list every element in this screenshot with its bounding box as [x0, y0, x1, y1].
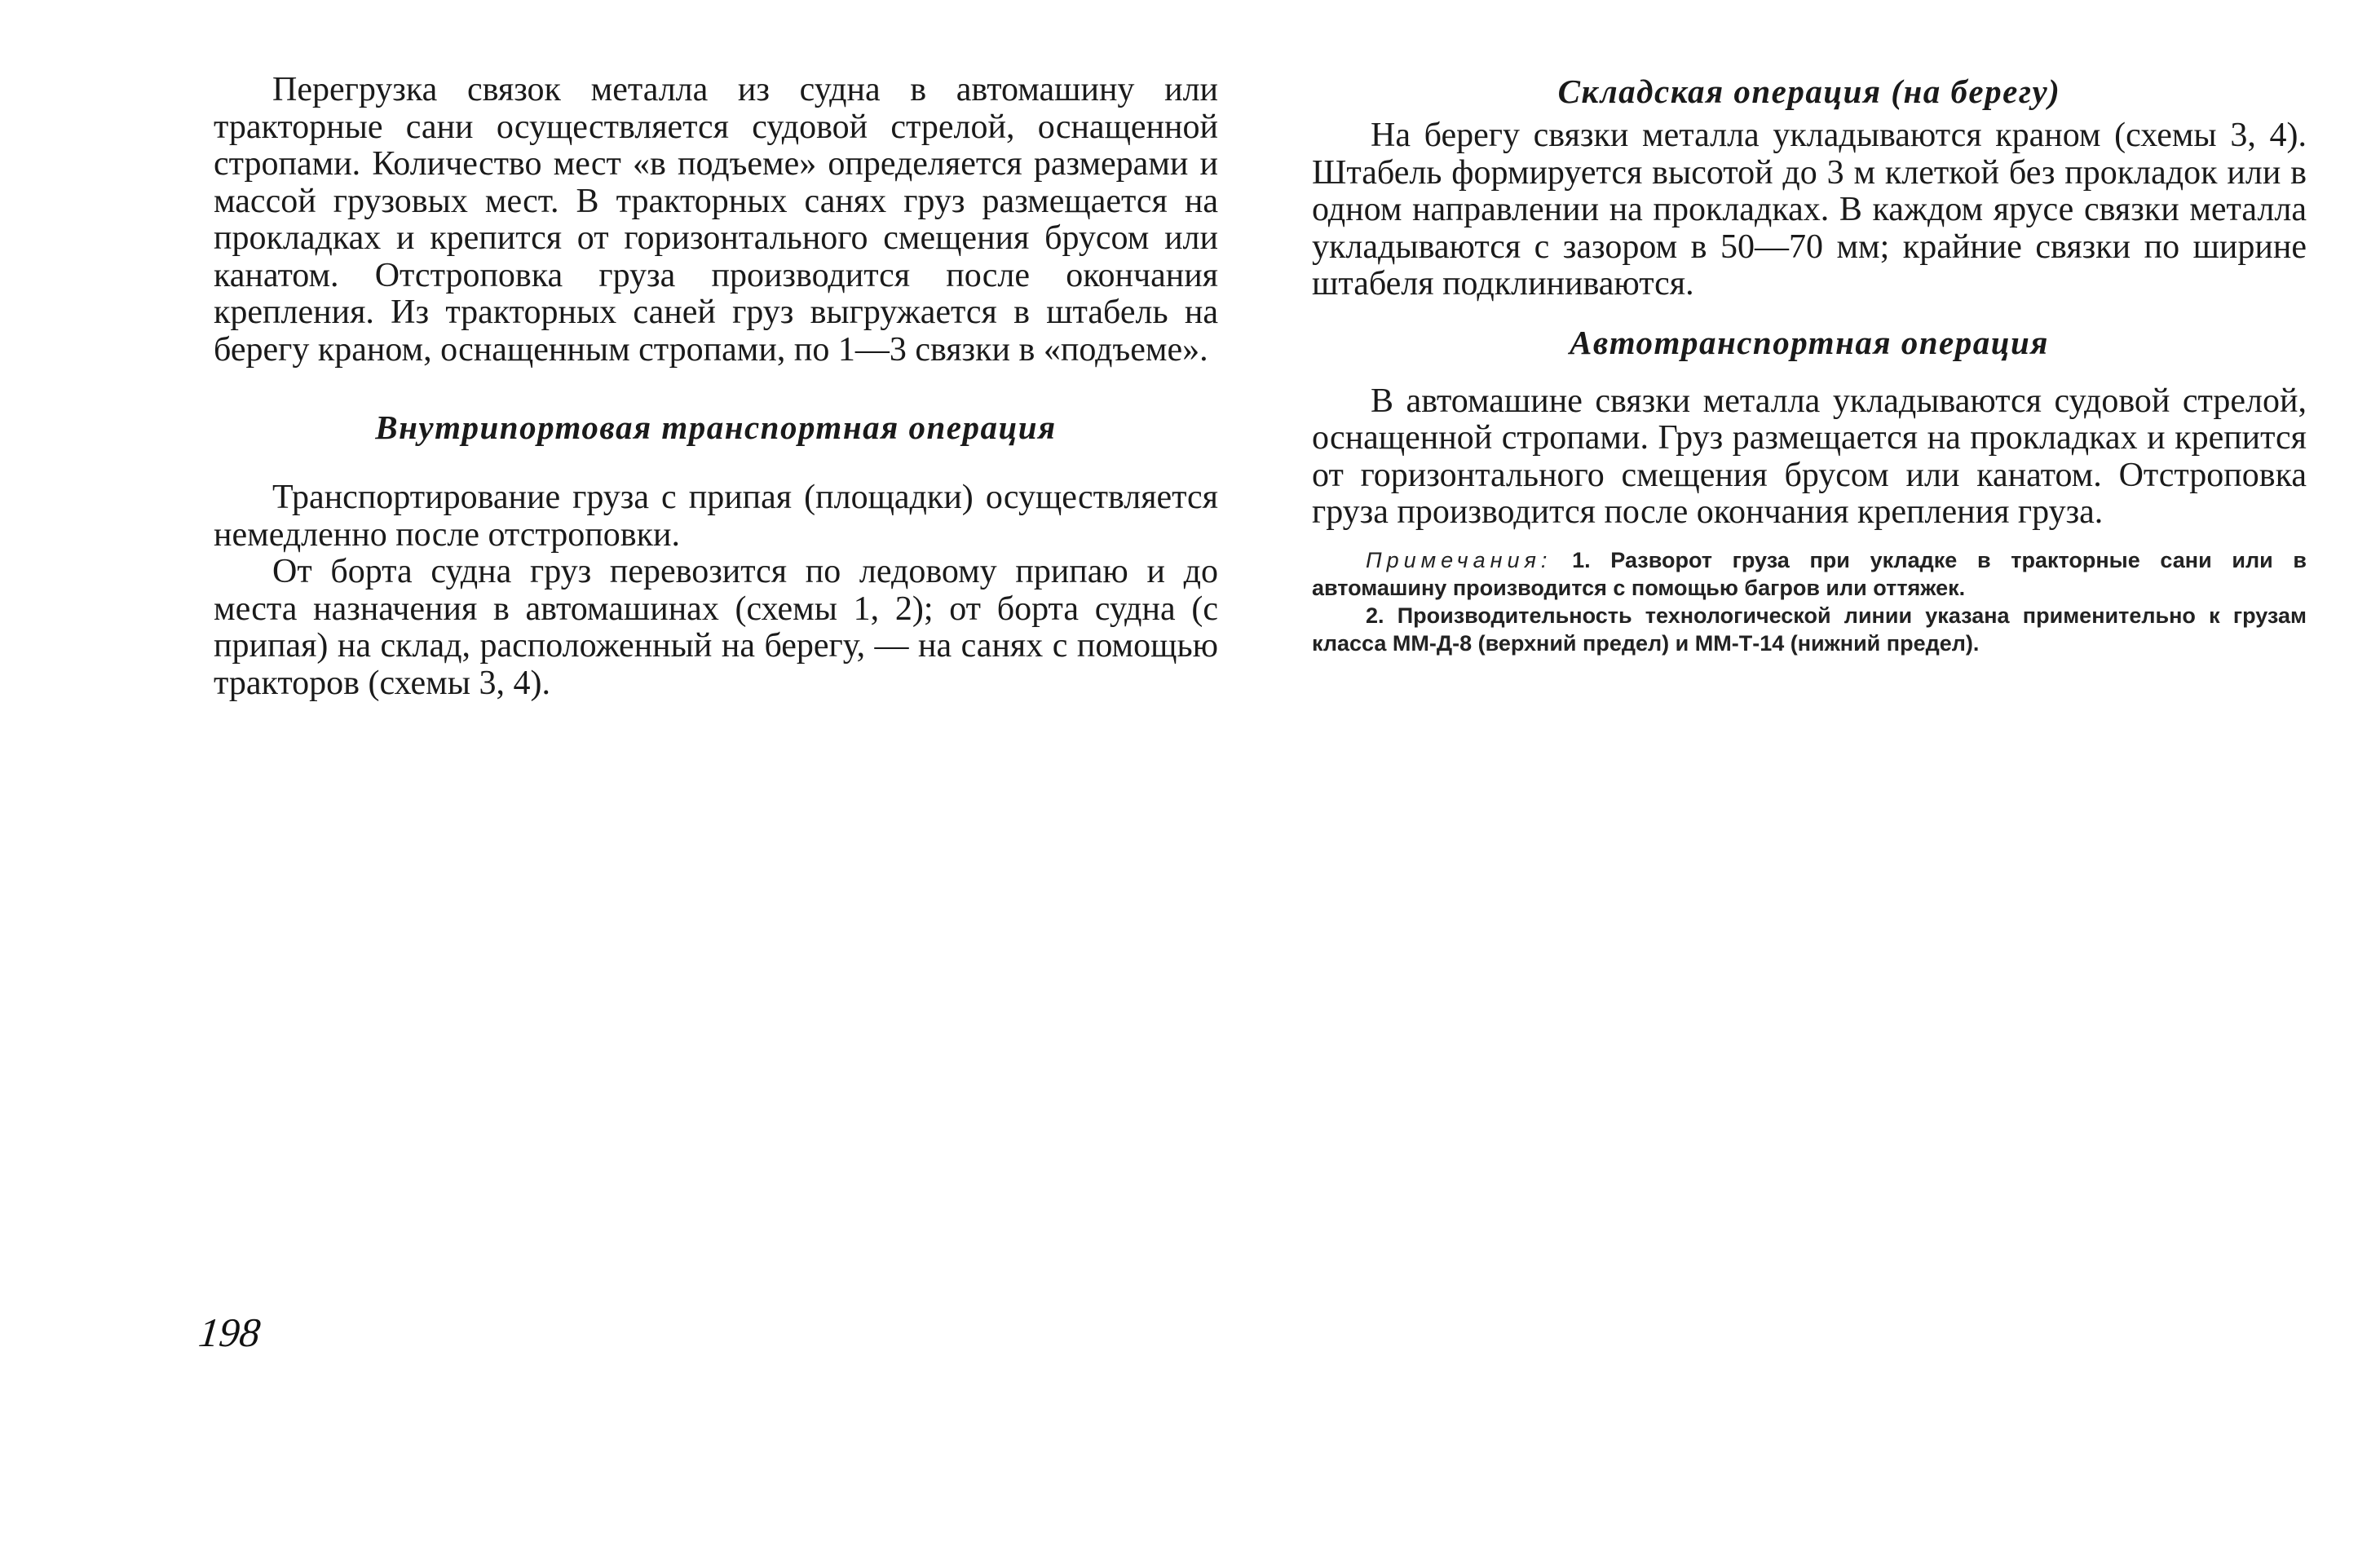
- right-column: [1312, 72, 2307, 657]
- notes-block: [1312, 546, 2307, 657]
- left-paragraph-2: Транспортирование груза с припая (площадки) осуществляется немедленно после отстроповки.: [214, 479, 1218, 554]
- note-2: 2. Производительность технологической линии указана применительно к грузам класса ММ-Д-8 (верхний предел) и ММ-Т-14 (нижний предел).: [1312, 603, 2307, 656]
- intraport-transport-heading: Внутрипортовая транспортная операция: [375, 409, 1057, 446]
- left-paragraph-3: От борта судна груз перевозится по ледовому припаю и до места назначения в автомашинах (схемы 1, 2); от борта судна (с припая) на склад, расположенный на берегу, — на санях с помощью тракторов (схемы 3, 4).: [214, 553, 1218, 702]
- motor-transport-heading: Автотранспортная операция: [1570, 323, 2049, 361]
- left-paragraph-1: Перегрузка связок металла из судна в автомашину или тракторные сани осуществляется судовой стрелой, оснащенной стропами. Количество мест «в подъеме» определяется размерами и массой грузовых мест. В тракторных санях груз размещается на прокладках и крепится от горизонтального смещения брусом или канатом. Отстроповка груза производится после окончания крепления. Из тракторных саней груз выгружается в штабель на берегу краном, оснащенным стропами, по 1—3 связки в «подъеме».: [214, 71, 1218, 369]
- left-column: [214, 72, 1218, 702]
- right-paragraph-2: В автомашине связки металла укладываются судовой стрелой, оснащенной стропами. Груз размещается на прокладках и крепится от горизонтального смещения брусом или канатом. Отстроповка груза производится после окончания крепления груза.: [1312, 382, 2307, 531]
- page-number: 198: [196, 1309, 263, 1355]
- notes-label: Примечания:: [1366, 547, 1552, 572]
- warehouse-operation-heading: Складская операция (на берегу): [1557, 73, 2061, 110]
- note-1: [1312, 546, 2307, 602]
- right-paragraph-1: На берегу связки металла укладываются краном (схемы 3, 4). Штабель формируется высотой до 3 м клеткой без прокладок или в одном направлении на прокладках. В каждом ярусе связки металла укладываются с зазором в 50—70 мм; крайние связки по ширине штабеля подклиниваются.: [1312, 117, 2307, 303]
- note-1-text: 1. Разворот груза при укладке в тракторные сани или в автомашину производится с помощью багров или оттяжек.: [1312, 547, 2307, 600]
